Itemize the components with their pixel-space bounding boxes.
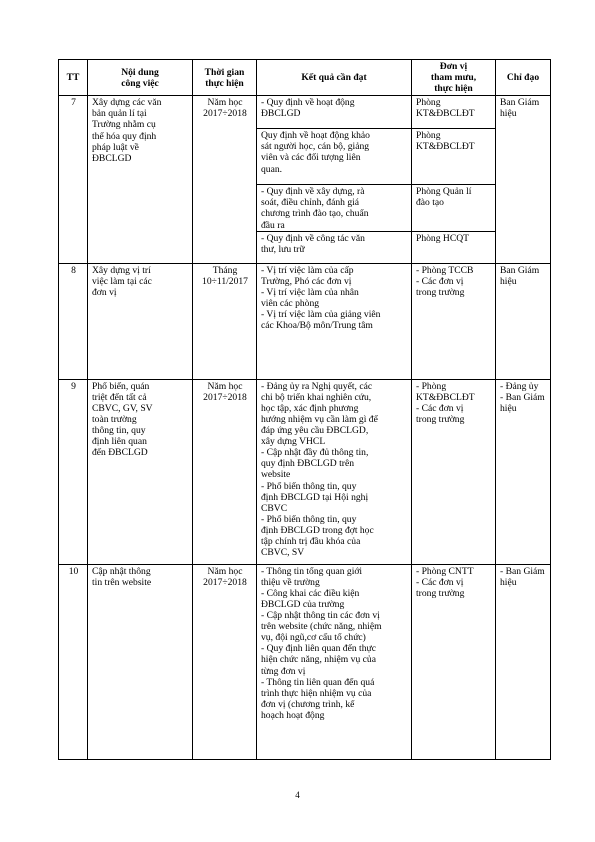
cell-result <box>257 379 412 564</box>
text-line: viên và các đối tượng liên <box>261 152 361 164</box>
text-line: - Phổ biến thông tin, quy <box>261 480 357 492</box>
text-line: trên website (chức năng, nhiệm <box>261 621 382 633</box>
cell-unit <box>412 231 496 263</box>
text-line: - Các đơn vị <box>416 402 464 414</box>
text-line: Trường nhằm cụ <box>92 119 156 131</box>
cell-tt: 8 <box>59 263 88 379</box>
cell-unit <box>412 185 496 231</box>
cell-content <box>88 379 193 564</box>
text-line: hiệu <box>500 275 517 287</box>
cell-result <box>257 96 412 129</box>
table-row <box>59 96 551 129</box>
text-line: việc làm tại các <box>92 275 152 287</box>
text-line: Phòng Quản lí <box>416 186 472 198</box>
table-header-row <box>59 60 551 96</box>
text-line: trong trường <box>416 587 465 599</box>
text-line: Phổ biến, quán <box>92 380 150 392</box>
text-line: KT&ĐBCLĐT <box>416 141 475 153</box>
text-line: KT&ĐBCLĐT <box>416 391 475 403</box>
text-line: thông tin, quy <box>92 425 146 437</box>
text-line: trong trường <box>416 413 465 425</box>
text-line: Quy định về hoạt động khảo <box>261 130 370 142</box>
text-line: hiệu <box>500 402 517 414</box>
text-line: - Vị trí việc làm của giảng viên <box>261 309 381 321</box>
text-line: bản quản lí tại <box>92 108 147 120</box>
text-line: Ban Giám <box>500 264 540 276</box>
text-line: pháp luật về <box>92 141 139 153</box>
text-line: ĐBCLGD của trường <box>261 598 345 610</box>
text-line: đơn vị (chương trình, kế <box>261 698 355 710</box>
text-line: - Đảng ủy ra Nghị quyết, các <box>261 380 373 392</box>
text-line: CBVC, SV <box>261 547 305 559</box>
text-line: 2017÷2018 <box>203 391 247 403</box>
text-line: - Ban Giám <box>500 391 545 403</box>
text-line: thư, lưu trữ <box>261 243 305 255</box>
cell-tt: 7 <box>59 96 88 263</box>
cell-tt: 10 <box>59 564 88 759</box>
text-line: vụ, đội ngũ,cơ cấu tổ chức) <box>261 632 366 644</box>
text-line: Thời gian <box>204 66 245 78</box>
text-line: Phòng <box>416 97 441 109</box>
text-line: - Quy định liên quan đến thực <box>261 643 376 655</box>
text-line: - Vị trí việc làm của cấp <box>261 264 354 276</box>
cell-direct <box>496 263 551 379</box>
text-line: - Cập nhật thông tin các đơn vị <box>261 610 380 622</box>
text-line: Xây dựng các văn <box>92 97 162 109</box>
text-line: quy định ĐBCLGD trên <box>261 458 355 470</box>
cell-content <box>88 564 193 759</box>
header-unit <box>412 60 496 96</box>
text-line: định liên quan <box>92 436 147 448</box>
cell-unit <box>412 263 496 379</box>
header-result: Kết quả cần đạt <box>257 60 412 96</box>
text-line: Phòng HCQT <box>416 232 470 244</box>
cell-unit <box>412 564 496 759</box>
text-line: triệt đến tất cả <box>92 391 147 403</box>
text-line: Năm học <box>207 565 243 577</box>
page-number: 4 <box>295 790 300 800</box>
table-row <box>59 263 551 379</box>
cell-content <box>88 263 193 379</box>
text-line: đào tạo <box>416 197 444 209</box>
text-line: - Quy định về công tác văn <box>261 232 365 244</box>
text-line: tham mưu, <box>430 72 477 84</box>
text-line: chi bộ triển khai nghiên cứu, <box>261 391 372 403</box>
text-line: đáp ứng yêu cầu ĐBCLGD, <box>261 425 369 437</box>
text-line: thực hiện <box>434 83 473 95</box>
text-line: tin trên website <box>92 576 152 588</box>
text-line: hiệu <box>500 108 517 120</box>
cell-result <box>257 564 412 759</box>
header-direct: Chỉ đạo <box>496 60 551 96</box>
text-line: Trường, Phó các đơn vị <box>261 275 352 287</box>
cell-result <box>257 129 412 185</box>
cell-direct <box>496 96 551 263</box>
text-line: - Quy định về hoạt động <box>261 97 355 109</box>
text-line: chương trình đào tạo, chuẩn <box>261 208 369 220</box>
cell-direct <box>496 379 551 564</box>
table-row <box>59 564 551 759</box>
text-line: học tập, xác định phương <box>261 402 359 414</box>
text-line: trình thực hiện nhiệm vụ của <box>261 687 372 699</box>
text-line: 2017÷2018 <box>203 108 247 120</box>
text-line: Xây dựng vị trí <box>92 264 151 276</box>
header-tt: TT <box>59 60 88 96</box>
text-line: công việc <box>121 77 159 89</box>
text-line: - Phòng <box>416 380 447 392</box>
table-row <box>59 379 551 564</box>
text-line: hướng nhiệm vụ cần làm gì để <box>261 413 378 425</box>
text-line: định ĐBCLGD tại Hội nghị <box>261 491 369 503</box>
text-line: - Quy định về xây dựng, rà <box>261 186 365 198</box>
text-line: Tháng <box>212 264 238 276</box>
text-line: - Thông tin tổng quan giới <box>261 565 363 577</box>
text-line: Nội dung <box>121 66 159 78</box>
text-line: 10÷11/2017 <box>202 275 248 287</box>
cell-unit <box>412 129 496 185</box>
text-line: đơn vị <box>92 286 117 298</box>
text-line: hiệu <box>500 576 517 588</box>
text-line: trong trường <box>416 286 465 298</box>
text-line: từng đơn vị <box>261 665 306 677</box>
cell-unit <box>412 96 496 129</box>
text-line: tập chính trị đầu khóa của <box>261 535 361 547</box>
text-line: các Khoa/Bộ môn/Trung tâm <box>261 320 373 332</box>
text-line: thực hiện <box>205 77 244 89</box>
text-line: Đơn vị <box>439 61 468 72</box>
text-line: soát, điều chỉnh, đánh giá <box>261 197 360 209</box>
plan-table <box>58 59 551 760</box>
text-line: - Cập nhật đầy đủ thông tin, <box>261 447 369 459</box>
text-line: ĐBCLGD <box>261 108 301 120</box>
text-line: Năm học <box>207 380 243 392</box>
text-line: KT&ĐBCLĐT <box>416 108 475 120</box>
cell-content <box>88 96 193 263</box>
cell-result <box>257 185 412 231</box>
text-line: Phòng <box>416 130 441 142</box>
cell-result <box>257 263 412 379</box>
cell-time <box>193 96 257 263</box>
text-line: Cập nhật thông <box>92 565 151 577</box>
text-line: hoạch hoạt động <box>261 709 325 721</box>
cell-direct <box>496 564 551 759</box>
text-line: thể hóa quy định <box>92 130 157 142</box>
text-line: - Công khai các điều kiện <box>261 587 360 599</box>
text-line: - Vị trí việc làm của nhân <box>261 286 359 298</box>
text-line: thiệu về trường <box>261 576 320 588</box>
cell-time <box>193 564 257 759</box>
text-line: viên các phòng <box>261 297 320 309</box>
text-line: định ĐBCLGD trong đợt học <box>261 524 374 536</box>
header-content <box>88 60 193 96</box>
text-line: website <box>261 469 291 481</box>
text-line: sát người học, cán bộ, giảng <box>261 141 370 153</box>
text-line: ĐBCLGD <box>92 152 132 164</box>
text-line: đến ĐBCLGD <box>92 447 148 459</box>
text-line: - Thông tin liên quan đến quá <box>261 676 375 688</box>
text-line: - Đảng ủy <box>500 380 539 392</box>
text-line: hiện chức năng, nhiệm vụ của <box>261 654 376 666</box>
text-line: toàn trường <box>92 413 137 425</box>
text-line: - Các đơn vị <box>416 275 464 287</box>
text-line: - Ban Giám <box>500 565 545 577</box>
text-line: - Các đơn vị <box>416 576 464 588</box>
text-line: CBVC <box>261 502 288 514</box>
cell-tt: 9 <box>59 379 88 564</box>
header-time <box>193 60 257 96</box>
cell-result <box>257 231 412 263</box>
text-line: - Phòng CNTT <box>416 565 474 577</box>
text-line: 2017÷2018 <box>203 576 247 588</box>
text-line: xây dựng VHCL <box>261 436 326 448</box>
text-line: quan. <box>261 163 283 175</box>
cell-time <box>193 379 257 564</box>
text-line: - Phổ biến thông tin, quy <box>261 513 357 525</box>
text-line: đầu ra <box>261 219 285 231</box>
cell-unit <box>412 379 496 564</box>
cell-time <box>193 263 257 379</box>
text-line: Ban Giám <box>500 97 540 109</box>
text-line: CBVC, GV, SV <box>92 402 153 414</box>
text-line: Năm học <box>207 97 243 109</box>
text-line: - Phòng TCCB <box>416 264 474 276</box>
